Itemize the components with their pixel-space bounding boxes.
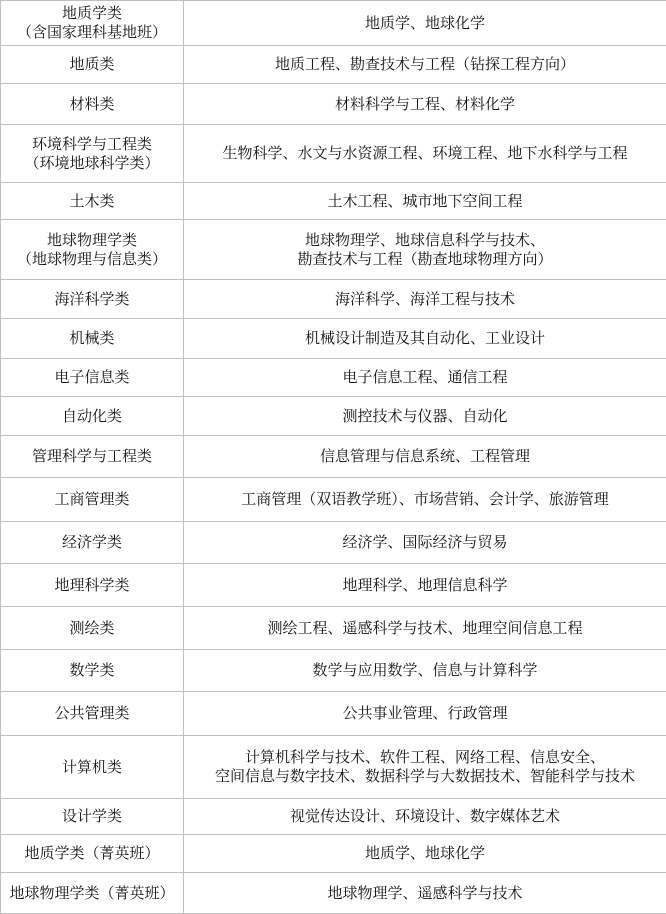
majors-cell bbox=[184, 478, 666, 522]
category-cell bbox=[1, 46, 184, 84]
category-text: 环境科学与工程类 bbox=[31, 134, 152, 153]
category-cell bbox=[1, 84, 184, 125]
majors-cell bbox=[184, 183, 666, 220]
category-cell bbox=[1, 280, 184, 319]
majors-text: 地理科学、地理信息科学 bbox=[342, 575, 508, 594]
table-row bbox=[1, 564, 666, 607]
table-row bbox=[1, 1, 666, 46]
majors-text: 海洋科学、海洋工程与技术 bbox=[334, 289, 515, 308]
category-text: 数学类 bbox=[69, 661, 115, 679]
majors-cell bbox=[184, 522, 666, 564]
majors-cell bbox=[184, 280, 666, 319]
category-cell bbox=[1, 478, 184, 522]
category-text: 地质学类 bbox=[61, 4, 122, 22]
category-cell bbox=[1, 319, 184, 359]
category-text: 地球物理学类 bbox=[46, 230, 137, 249]
majors-cell bbox=[184, 84, 666, 125]
majors-text: 工商管理（双语教学班）、市场营销、会计学、旅游管理 bbox=[241, 490, 609, 508]
category-cell bbox=[1, 799, 184, 835]
table-row bbox=[1, 84, 666, 125]
majors-cell bbox=[184, 607, 666, 650]
category-cell bbox=[1, 125, 184, 183]
majors-text: 地质工程、勘查技术与工程（钻探工程方向） bbox=[274, 55, 575, 73]
category-text: 工商管理类 bbox=[54, 490, 130, 508]
majors-cell bbox=[184, 564, 666, 607]
table-row bbox=[1, 799, 666, 835]
majors-text: 测绘工程、遥感科学与技术、地理空间信息工程 bbox=[267, 618, 583, 637]
table-row bbox=[1, 397, 666, 436]
majors-text: 勘查技术与工程（勘查地球物理方向） bbox=[297, 249, 553, 268]
majors-cell bbox=[184, 436, 666, 478]
majors-text: 材料科学与工程、材料化学 bbox=[334, 94, 515, 113]
majors-cell bbox=[184, 1, 666, 46]
table-row bbox=[1, 607, 666, 650]
category-text: 机械类 bbox=[69, 329, 115, 347]
table-row bbox=[1, 478, 666, 522]
category-cell bbox=[1, 736, 184, 799]
category-text: 地质学类（菁英班） bbox=[24, 844, 160, 862]
majors-cell bbox=[184, 835, 666, 873]
table-row bbox=[1, 436, 666, 478]
category-cell bbox=[1, 692, 184, 736]
majors-text: 经济学、国际经济与贸易 bbox=[342, 533, 508, 551]
majors-cell bbox=[184, 359, 666, 397]
majors-cell bbox=[184, 736, 666, 799]
category-text: 经济学类 bbox=[61, 533, 122, 551]
category-text: 海洋科学类 bbox=[54, 289, 130, 308]
majors-text: 数学与应用数学、信息与计算科学 bbox=[312, 661, 538, 679]
category-text: 地质类 bbox=[69, 55, 115, 73]
table-row bbox=[1, 736, 666, 799]
category-text: （地球物理与信息类） bbox=[16, 249, 167, 268]
majors-cell bbox=[184, 799, 666, 835]
category-text: 公共管理类 bbox=[54, 704, 130, 722]
category-cell bbox=[1, 359, 184, 397]
majors-text: 视觉传达设计、环境设计、数字媒体艺术 bbox=[289, 807, 560, 825]
majors-cell bbox=[184, 650, 666, 692]
majors-text: 地质学、地球化学 bbox=[364, 844, 485, 862]
table-row bbox=[1, 359, 666, 397]
majors-cell bbox=[184, 692, 666, 736]
majors-cell bbox=[184, 46, 666, 84]
category-text: 地球物理学类（菁英班） bbox=[9, 883, 175, 902]
table-row bbox=[1, 220, 666, 280]
table-row bbox=[1, 650, 666, 692]
category-text: 计算机类 bbox=[61, 757, 122, 776]
category-cell bbox=[1, 1, 184, 46]
majors-text: 土木工程、城市地下空间工程 bbox=[327, 191, 523, 210]
category-text: 土木类 bbox=[69, 191, 115, 210]
category-cell bbox=[1, 835, 184, 873]
majors-cell bbox=[184, 873, 666, 914]
table-row bbox=[1, 280, 666, 319]
category-cell bbox=[1, 607, 184, 650]
majors-text: 公共事业管理、行政管理 bbox=[342, 704, 508, 722]
majors-text: 空间信息与数字技术、数据科学与大数据技术、智能科学与技术 bbox=[214, 767, 635, 785]
majors-cell bbox=[184, 125, 666, 183]
category-text: （环境地球科学类） bbox=[24, 153, 160, 172]
majors-cell bbox=[184, 319, 666, 359]
table-row bbox=[1, 46, 666, 84]
category-cell bbox=[1, 397, 184, 436]
category-text: 设计学类 bbox=[61, 807, 122, 825]
table-row bbox=[1, 183, 666, 220]
category-cell bbox=[1, 522, 184, 564]
category-cell bbox=[1, 436, 184, 478]
majors-cell bbox=[184, 397, 666, 436]
category-cell bbox=[1, 564, 184, 607]
category-cell bbox=[1, 650, 184, 692]
majors-cell bbox=[184, 220, 666, 280]
category-text: 管理科学与工程类 bbox=[31, 447, 152, 465]
table-body bbox=[1, 1, 666, 914]
table-row bbox=[1, 319, 666, 359]
category-cell bbox=[1, 873, 184, 914]
majors-text: 计算机科学与技术、软件工程、网络工程、信息安全、 bbox=[244, 748, 605, 766]
category-text: （含国家理科基地班） bbox=[16, 23, 167, 41]
majors-text: 信息管理与信息系统、工程管理 bbox=[319, 447, 530, 465]
majors-text: 电子信息工程、通信工程 bbox=[342, 368, 508, 386]
category-text: 地理科学类 bbox=[54, 575, 130, 594]
table-row bbox=[1, 692, 666, 736]
table-row bbox=[1, 873, 666, 914]
category-text: 测绘类 bbox=[69, 618, 115, 637]
category-text: 电子信息类 bbox=[54, 368, 130, 386]
category-cell bbox=[1, 220, 184, 280]
table-row bbox=[1, 835, 666, 873]
table-row bbox=[1, 125, 666, 183]
majors-text: 测控技术与仪器、自动化 bbox=[342, 406, 508, 425]
majors-text: 地球物理学、遥感科学与技术 bbox=[327, 883, 523, 902]
category-cell bbox=[1, 183, 184, 220]
majors-text: 生物科学、水文与水资源工程、环境工程、地下水科学与工程 bbox=[222, 144, 628, 162]
category-text: 材料类 bbox=[69, 94, 115, 113]
majors-text: 机械设计制造及其自动化、工业设计 bbox=[304, 329, 545, 347]
majors-text: 地球物理学、地球信息科学与技术、 bbox=[304, 230, 545, 249]
majors-text: 地质学、地球化学 bbox=[364, 13, 485, 32]
table-row bbox=[1, 522, 666, 564]
category-text: 自动化类 bbox=[61, 406, 122, 425]
